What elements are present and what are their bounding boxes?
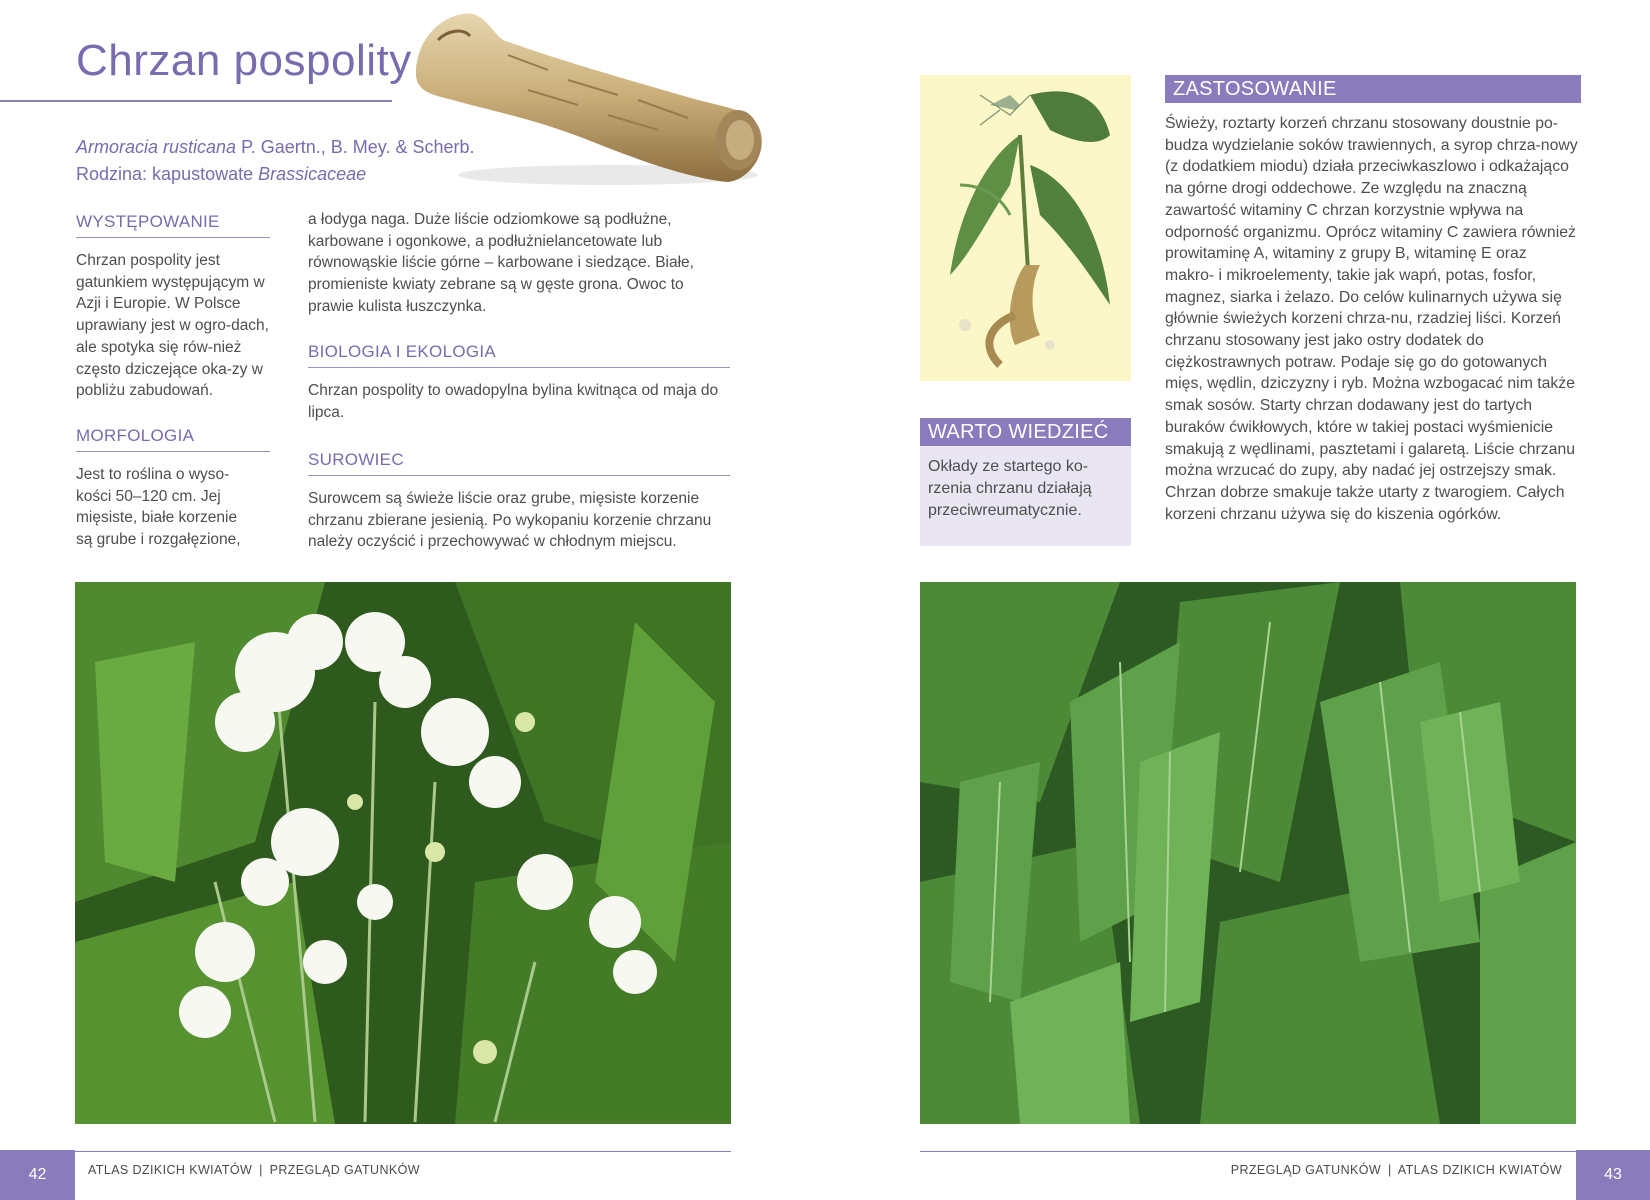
section-surowiec [308, 450, 730, 553]
section-text [1165, 113, 1579, 525]
section-zastosowanie [1165, 75, 1581, 525]
horseradish-leaves-photo [920, 582, 1576, 1124]
section-wystepowanie [76, 212, 270, 402]
footer-book-title: ATLAS DZIKICH KWIATÓW [88, 1163, 253, 1177]
box-heading: WARTO WIEDZIEĆ [920, 418, 1131, 446]
footer-section-title: PRZEGLĄD GATUNKÓW [1230, 1163, 1382, 1177]
paragraph: Okłady ze startego ko-rzenia chrzanu działają przeciwreumatycznie. [928, 458, 1092, 519]
family-latin: Brassicaceae [258, 164, 367, 184]
latin-name-species: Armoracia rusticana [76, 137, 237, 157]
footer-separator: | [259, 1163, 263, 1177]
footer-section-title: PRZEGLĄD GATUNKÓW [269, 1163, 420, 1177]
section-biologia [308, 342, 730, 423]
paragraph: Jest to roślina o wyso-kości 50–120 cm. Jej mięsiste, białe korzenie są grube i rozgałęzione, [76, 466, 241, 549]
section-text [308, 380, 728, 423]
flowering-horseradish-photo [75, 582, 731, 1124]
section-text [76, 464, 256, 551]
footer-book-title: ATLAS DZIKICH KWIATÓW [1397, 1163, 1562, 1177]
paragraph: Surowcem są świeże liście oraz grube, mięsiste korzenie chrzanu zbierane jesienią. Po wykopaniu korzenie chrzanu należy oczyścić i przechowywać w chłodnym miejscu. [308, 490, 712, 551]
morfologia-continuation [308, 209, 708, 318]
section-heading: SUROWIEC [308, 450, 730, 476]
paragraph: Chrzan pospolity jest gatunkiem występującym w Azji i Europie. W Polsce uprawiany jest w ogro-dach, ale spotyka się rów-nież często dziczejące oka-zy w pobliżu zabudowań. [76, 252, 269, 400]
family-name [76, 161, 475, 188]
footer-separator: | [1387, 1163, 1392, 1177]
page-title: Chrzan pospolity [76, 36, 412, 85]
warto-wiedziec-box [920, 418, 1131, 546]
paragraph: Świeży, roztarty korzeń chrzanu stosowany doustnie po-budza wydzielanie soków trawiennych, a syrop chrza-nowy (z dodatkiem miodu) działa przeciwkaszlowo i odkażająco na górne drogi oddechowe. Ze względu na znaczną zawartość witaminy C chrzan korzystnie wpływa na odporność organizmu. Oprócz witaminy C zawiera również prowitaminę A, witaminy z grupy B, witaminę E oraz makro- i mikroelementy, takie jak wapń, potas, fosfor, magnez, siarka i żelazo. Do celów kulinarnych używa się głównie świeżych korzeni chrza-nu, rzadziej liści. Korzeń chrzanu stosowany jest jako ostry dodatek do ciężkostrawnych potraw. Podaje się go do gotowanych mięs, wędlin, dziczyzny i ryb. Można wzbogacać nim także smak sosów. Starty chrzan dodawany jest do tartych buraków ćwikłowych, które w takiej postaci wyśmienicie smakują z wędlinami, pasztetami i galaretą. Liście chrzanu można wrzucać do zupy, aby nadać jej ostrzejszy smak. Chrzan dobrze smakuje także utarty z twarogiem. Całych korzeni chrzanu używa się do kiszenia ogórków. [1165, 115, 1578, 523]
section-text [308, 488, 728, 553]
page-number-left [0, 1150, 75, 1200]
section-morfologia [76, 426, 270, 551]
section-heading: ZASTOSOWANIE [1165, 75, 1581, 103]
family-prefix: Rodzina: kapustowate [76, 164, 259, 184]
footer-divider-right [920, 1151, 1576, 1152]
footer-divider-left [75, 1151, 731, 1152]
page-number: 42 [28, 1166, 47, 1183]
paragraph: a łodyga naga. Duże liście odziomkowe są podłużne, karbowane i ogonkowe, a podłużnielancetowate lub równowąskie liście górne – karbowane i siedzące. Białe, promieniste kwiaty zebrane są w gęste grona. Owoc to prawie kulista łuszczynka. [308, 211, 694, 315]
section-heading: BIOLOGIA I EKOLOGIA [308, 342, 730, 368]
section-heading: MORFOLOGIA [76, 426, 270, 452]
footer-right [1231, 1163, 1562, 1177]
footer-left [88, 1163, 420, 1177]
page-number-right [1576, 1150, 1650, 1200]
botanical-illustration [920, 75, 1131, 381]
section-text [76, 250, 270, 402]
page-number: 43 [1604, 1166, 1622, 1183]
box-text [920, 446, 1131, 546]
latin-name-block [76, 134, 475, 188]
title-divider [0, 100, 392, 102]
latin-name [76, 134, 475, 161]
paragraph: Chrzan pospolity to owadopylna bylina kwitnąca od maja do lipca. [308, 382, 719, 421]
latin-name-authors: P. Gaertn., B. Mey. & Scherb. [236, 137, 475, 157]
section-heading: WYSTĘPOWANIE [76, 212, 270, 238]
